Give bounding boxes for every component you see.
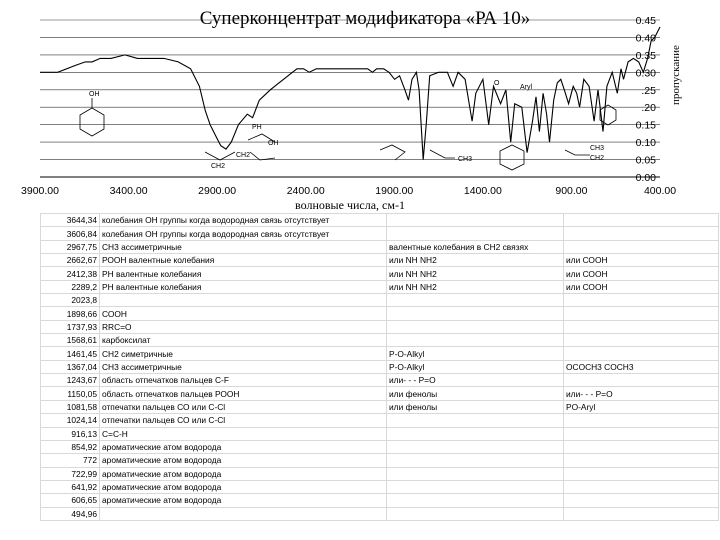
bond-sketch-1 xyxy=(205,152,235,160)
alt-assignment-cell xyxy=(387,414,564,427)
alt-assignment-2-cell xyxy=(564,320,719,333)
alt-assignment-2-cell xyxy=(564,440,719,453)
alt-assignment-2-cell: OCOCH3 COCH3 xyxy=(564,360,719,373)
y-tick-label: 0.00 xyxy=(635,172,656,184)
x-tick-label: 3900.00 xyxy=(21,185,59,197)
structure-sketches xyxy=(80,98,616,170)
assignment-cell: РООН валентные колебания xyxy=(100,254,387,267)
assignment-cell: ароматические атом водорода xyxy=(100,440,387,453)
assignment-cell: РН валентные колебания xyxy=(100,280,387,293)
wavenumber-cell: 1243,67 xyxy=(41,374,100,387)
wavenumber-cell: 2662,67 xyxy=(41,254,100,267)
alt-assignment-cell: P-O-Alkyl xyxy=(387,360,564,373)
spectrum-series-line xyxy=(40,27,660,160)
x-axis-label: волновые числа, см-1 xyxy=(295,198,405,212)
alt-assignment-cell xyxy=(387,467,564,480)
alt-assignment-cell: или- - - P=O xyxy=(387,374,564,387)
y-tick-label: 0.05 xyxy=(635,154,656,167)
label-ch2-a: CH2 xyxy=(236,152,251,159)
table-row xyxy=(41,467,719,480)
wavenumber-cell: 1150,05 xyxy=(41,387,100,400)
wavenumber-cell: 1461,45 xyxy=(41,347,100,360)
alt-assignment-cell: или фенолы xyxy=(387,400,564,413)
label-oh-2: OH xyxy=(268,140,279,147)
alt-assignment-2-cell xyxy=(564,214,719,227)
alt-assignment-cell xyxy=(387,427,564,440)
x-tick-label: 1400.00 xyxy=(463,185,502,197)
y-tick-label: 0.40 xyxy=(635,32,656,45)
spectrum-chart xyxy=(0,0,720,213)
alt-assignment-2-cell xyxy=(564,334,719,347)
wavenumber-cell: 1898,66 xyxy=(41,307,100,320)
alt-assignment-cell xyxy=(387,334,564,347)
alt-assignment-2-cell xyxy=(564,240,719,253)
assignment-cell: колебания ОН группы когда водородная связь отсутствует xyxy=(100,214,387,227)
chart-title: Суперконцентрат модификатора «РА 10» xyxy=(199,8,531,29)
bond-sketch-5 xyxy=(430,150,455,158)
wavenumber-cell: 1367,04 xyxy=(41,360,100,373)
label-ch2-b: CH2 xyxy=(211,163,226,170)
alt-assignment-cell xyxy=(387,454,564,467)
table-row xyxy=(41,307,719,320)
wavenumber-cell: 1081,58 xyxy=(41,400,100,413)
assignment-cell: карбоксилат xyxy=(100,334,387,347)
y-tick-label: 0.10 xyxy=(635,137,656,150)
y-tick-label: 0.45 xyxy=(635,15,656,27)
alt-assignment-cell xyxy=(387,227,564,240)
table-row xyxy=(41,347,719,360)
assignment-cell: СН3 ассиметричные xyxy=(100,360,387,373)
x-tick-label: 1900.00 xyxy=(375,185,414,197)
x-tick-labels xyxy=(21,185,676,197)
wavenumber-cell: 2412,38 xyxy=(41,267,100,280)
wavenumber-cell: 3606,84 xyxy=(41,227,100,240)
assignment-cell xyxy=(100,507,387,520)
alt-assignment-2-cell xyxy=(564,427,719,440)
assignment-cell: СООН xyxy=(100,307,387,320)
label-ch2-c: CH2 xyxy=(590,155,605,162)
y-tick-label: .25 xyxy=(641,84,656,97)
assignment-cell: область отпечатков пальцев РООН xyxy=(100,387,387,400)
wavenumber-cell: 1568,61 xyxy=(41,334,100,347)
wavenumber-cell: 641,92 xyxy=(41,480,100,493)
wavenumber-cell: 722,99 xyxy=(41,467,100,480)
x-tick-label: 900.00 xyxy=(555,185,588,197)
x-tick-label: 400.00 xyxy=(643,185,677,197)
wavenumber-cell: 916,13 xyxy=(41,427,100,440)
table-row xyxy=(41,480,719,493)
table-row xyxy=(41,334,719,347)
alt-assignment-2-cell: PO-Aryl xyxy=(564,400,719,413)
label-ph: PH xyxy=(252,124,262,131)
table-row xyxy=(41,454,719,467)
peak-assignment-table xyxy=(40,213,719,521)
alt-assignment-cell: P-O-Alkyl xyxy=(387,347,564,360)
label-ch3: CH3 xyxy=(458,156,473,163)
alt-assignment-2-cell xyxy=(564,414,719,427)
alt-assignment-cell: или NH NH2 xyxy=(387,267,564,280)
assignment-cell xyxy=(100,294,387,307)
y-tick-labels xyxy=(636,15,657,184)
assignment-cell: ароматические атом водорода xyxy=(100,454,387,467)
table-row xyxy=(41,387,719,400)
assignment-cell: СН2 симетричные xyxy=(100,347,387,360)
label-small-aryl: Aryl xyxy=(520,84,533,91)
alt-assignment-2-cell xyxy=(564,374,719,387)
assignment-cell: ароматические атом водорода xyxy=(100,480,387,493)
alt-assignment-2-cell xyxy=(564,347,719,360)
bond-sketch-6 xyxy=(565,150,590,155)
y-tick-label: 0.35 xyxy=(635,49,656,62)
table-row xyxy=(41,240,719,253)
table-row xyxy=(41,400,719,413)
assignment-cell: РН валентные колебания xyxy=(100,267,387,280)
table-row xyxy=(41,280,719,293)
alt-assignment-cell xyxy=(387,320,564,333)
bond-sketch-3 xyxy=(250,152,275,160)
table-row xyxy=(41,494,719,507)
label-oh: OH xyxy=(89,91,100,98)
assignment-cell: СН3 ассиметричные xyxy=(100,240,387,253)
alt-assignment-cell xyxy=(387,507,564,520)
y-tick-label: 0.15 xyxy=(635,119,656,132)
wavenumber-cell: 854,92 xyxy=(41,440,100,453)
table-row xyxy=(41,254,719,267)
alt-assignment-2-cell xyxy=(564,480,719,493)
phenol-ring-icon xyxy=(80,108,104,136)
table-row xyxy=(41,360,719,373)
x-tick-label: 2900.00 xyxy=(198,185,237,197)
wavenumber-cell: 2023,8 xyxy=(41,294,100,307)
assignment-cell: C=C-H xyxy=(100,427,387,440)
alt-assignment-cell xyxy=(387,494,564,507)
alt-assignment-cell xyxy=(387,214,564,227)
alt-assignment-cell: или фенолы xyxy=(387,387,564,400)
alt-assignment-cell xyxy=(387,440,564,453)
y-tick-label: 0.30 xyxy=(635,67,656,80)
table-row xyxy=(41,267,719,280)
x-tick-label: 3400.00 xyxy=(109,185,148,197)
wavenumber-cell: 2967,75 xyxy=(41,240,100,253)
alt-assignment-2-cell xyxy=(564,467,719,480)
y-axis-label: пропускание xyxy=(670,45,682,105)
assignment-cell: отпечатки пальцев СО или C-Cl xyxy=(100,414,387,427)
alt-assignment-cell: или NH NH2 xyxy=(387,280,564,293)
table-row xyxy=(41,374,719,387)
wavenumber-cell: 606,65 xyxy=(41,494,100,507)
wavenumber-cell: 3644,34 xyxy=(41,214,100,227)
assignment-cell: ароматические атом водорода xyxy=(100,467,387,480)
assignment-cell: область отпечатков пальцев C-F xyxy=(100,374,387,387)
wavenumber-cell: 1737,93 xyxy=(41,320,100,333)
alt-assignment-2-cell: или СООН xyxy=(564,254,719,267)
table-row xyxy=(41,320,719,333)
alt-assignment-2-cell xyxy=(564,227,719,240)
bond-sketch-4 xyxy=(380,145,405,160)
assignment-cell: отпечатки пальцев СО или C-Cl xyxy=(100,400,387,413)
y-tick-label: .20 xyxy=(641,102,656,115)
table-row xyxy=(41,427,719,440)
alt-assignment-2-cell xyxy=(564,294,719,307)
table-row xyxy=(41,214,719,227)
alt-assignment-2-cell xyxy=(564,307,719,320)
alt-assignment-2-cell xyxy=(564,494,719,507)
wavenumber-cell: 494,96 xyxy=(41,507,100,520)
alt-assignment-2-cell: или СООН xyxy=(564,280,719,293)
table-row xyxy=(41,294,719,307)
x-tick-label: 2400.00 xyxy=(286,185,325,197)
aromatic-ring-icon-2 xyxy=(500,145,524,170)
alt-assignment-cell xyxy=(387,307,564,320)
alt-assignment-2-cell: или- - - P=O xyxy=(564,387,719,400)
wavenumber-cell: 2289,2 xyxy=(41,280,100,293)
alt-assignment-cell xyxy=(387,294,564,307)
table-row xyxy=(41,507,719,520)
assignment-cell: ароматические атом водорода xyxy=(100,494,387,507)
alt-assignment-2-cell xyxy=(564,454,719,467)
assignment-cell: RRC=O xyxy=(100,320,387,333)
table-row xyxy=(41,227,719,240)
table-row xyxy=(41,440,719,453)
wavenumber-cell: 772 xyxy=(41,454,100,467)
alt-assignment-2-cell xyxy=(564,507,719,520)
alt-assignment-cell xyxy=(387,480,564,493)
alt-assignment-cell: или NH NH2 xyxy=(387,254,564,267)
alt-assignment-cell: валентные колебания в СН2 связях xyxy=(387,240,564,253)
table-row xyxy=(41,414,719,427)
assignment-cell: колебания ОН группы когда водородная связь отсутствует xyxy=(100,227,387,240)
wavenumber-cell: 1024,14 xyxy=(41,414,100,427)
label-small-o: O xyxy=(494,80,500,87)
label-ch3-b: CH3 xyxy=(590,145,605,152)
alt-assignment-2-cell: или СООН xyxy=(564,267,719,280)
